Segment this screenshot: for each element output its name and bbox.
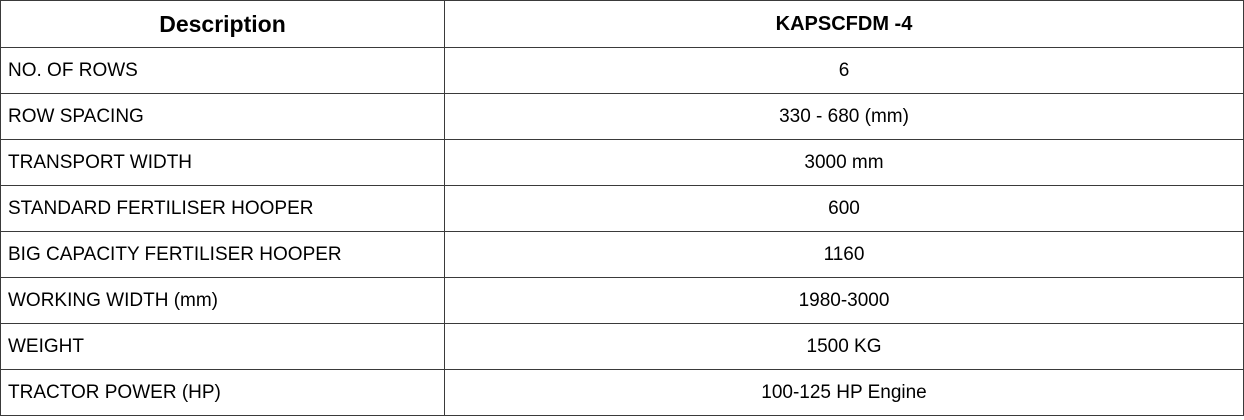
row-label: TRACTOR POWER (HP) [1, 370, 445, 416]
row-value: 1500 KG [445, 324, 1244, 370]
row-value: 330 - 680 (mm) [445, 94, 1244, 140]
row-value: 600 [445, 186, 1244, 232]
row-value: 100-125 HP Engine [445, 370, 1244, 416]
row-label: NO. OF ROWS [1, 48, 445, 94]
table-row [1, 324, 1244, 370]
header-row [1, 1, 1244, 48]
row-value: 1160 [445, 232, 1244, 278]
table-header [1, 1, 1244, 48]
table-body [1, 48, 1244, 416]
table-row [1, 140, 1244, 186]
table-row [1, 186, 1244, 232]
row-label: TRANSPORT WIDTH [1, 140, 445, 186]
table-row [1, 232, 1244, 278]
table-row [1, 94, 1244, 140]
row-label: ROW SPACING [1, 94, 445, 140]
table-row [1, 48, 1244, 94]
header-description: Description [1, 1, 445, 48]
row-value: 1980-3000 [445, 278, 1244, 324]
table-row [1, 278, 1244, 324]
row-label: STANDARD FERTILISER HOOPER [1, 186, 445, 232]
table-row [1, 370, 1244, 416]
row-label: WEIGHT [1, 324, 445, 370]
row-label: WORKING WIDTH (mm) [1, 278, 445, 324]
row-value: 6 [445, 48, 1244, 94]
header-model: KAPSCFDM -4 [445, 1, 1244, 48]
row-value: 3000 mm [445, 140, 1244, 186]
row-label: BIG CAPACITY FERTILISER HOOPER [1, 232, 445, 278]
